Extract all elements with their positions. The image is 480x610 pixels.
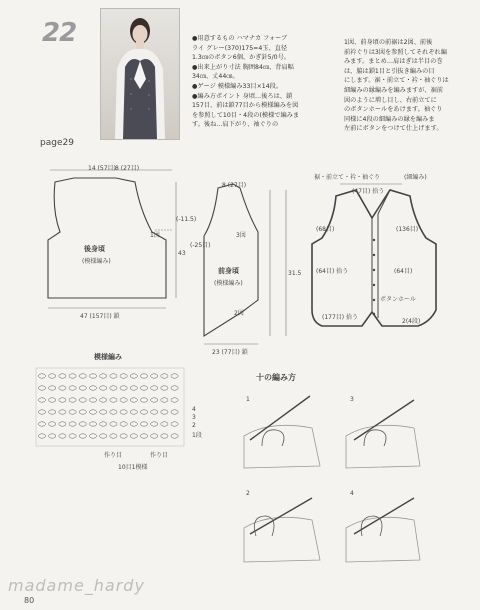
chart-stitch xyxy=(110,374,117,378)
text-line: みます。まとめ…肩はぎは半目の巻 xyxy=(344,58,443,66)
chart-stitch xyxy=(171,434,178,438)
chart-row-2: 2 xyxy=(192,422,196,429)
chart-stitch xyxy=(161,422,168,426)
text-line: 同様に4段の細編みの縁を編みま xyxy=(344,115,435,123)
chart-stitch xyxy=(100,398,107,402)
chart-stitch xyxy=(89,374,96,378)
chart-stitch xyxy=(140,422,147,426)
chart-stitch xyxy=(38,434,45,438)
chart-stitch xyxy=(59,374,66,378)
chart-stitch xyxy=(151,398,158,402)
chart-stitch xyxy=(100,386,107,390)
crochet-chart xyxy=(36,368,184,446)
back-body-title: 後身頃 xyxy=(84,245,105,253)
chart-stitch xyxy=(59,422,66,426)
front-body-subtitle: (模様編み) xyxy=(214,280,243,287)
chart-stitch xyxy=(151,410,158,414)
chart-stitch xyxy=(49,410,56,414)
step-2-illustration xyxy=(244,498,320,562)
text-line: を参照して10目・4段の(模様で編みま xyxy=(192,111,300,119)
chart-stitch xyxy=(130,434,137,438)
chart-stitch xyxy=(130,398,137,402)
chart-stitch xyxy=(171,410,178,414)
chart-row-3: 3 xyxy=(192,414,196,421)
text-line: ●ゲージ 模様編み33目×14段。 xyxy=(192,82,283,90)
back-fig1-label: 1図 xyxy=(150,232,160,239)
text-line: 図のように増し目し、右前立てに xyxy=(344,96,437,104)
step-4-illustration xyxy=(346,498,420,562)
chart-stitch xyxy=(79,398,86,402)
chart-stitch xyxy=(130,386,137,390)
back-shoulder: 8 (27目) xyxy=(115,165,140,172)
chart-stitch xyxy=(49,398,56,402)
text-line: ●出来上がり寸法 胸囲84㎝、背肩幅 xyxy=(192,63,294,71)
text-line: ライ グレー(370)175=4玉、直径 xyxy=(192,44,288,52)
chart-stitch xyxy=(120,410,127,414)
edging-top: (47目) 拾う xyxy=(352,188,385,195)
chart-stitch xyxy=(38,398,45,402)
chart-stitch xyxy=(38,410,45,414)
chart-stitch xyxy=(69,374,76,378)
text-line: 細編みの縁編みを編みますが、裾前 xyxy=(344,86,443,94)
chart-stitch xyxy=(120,434,127,438)
text-line: 前衿ぐりは3図を参照してそれぞれ編 xyxy=(344,48,447,56)
chart-title: 模様編み xyxy=(94,353,122,361)
edging-rows: 2(4段) xyxy=(402,318,421,325)
chart-stitch xyxy=(110,434,117,438)
text-line: のボタンホールをあけます。袖ぐり xyxy=(344,106,443,114)
page-reference: page29 xyxy=(40,138,74,148)
chart-stitch xyxy=(49,434,56,438)
front-height: 31.5 xyxy=(288,270,302,277)
chart-stitch xyxy=(120,374,127,378)
edging-band-right: (64目) xyxy=(394,268,413,275)
chart-stitch xyxy=(79,410,86,414)
text-line: す。後ね…肩下がり、袖ぐりの xyxy=(192,121,279,129)
chart-stitch xyxy=(89,422,96,426)
chart-stitch xyxy=(89,434,96,438)
chart-stitch xyxy=(59,410,66,414)
text-line: 157目、前は鎖77目から模様編みを図 xyxy=(192,102,299,110)
back-side-height: 43 xyxy=(178,250,186,257)
step-3-number: 3 xyxy=(350,396,354,403)
chart-stitch xyxy=(140,386,147,390)
chart-stitch xyxy=(110,398,117,402)
edging-bottom: (177目) 拾う xyxy=(322,314,359,321)
text-line: は、脇は鎖1目と引抜き編みの目 xyxy=(344,67,435,75)
back-body-subtitle: (模様編み) xyxy=(82,258,111,265)
text-line: ●用意するもの ハマナカ フォーブ xyxy=(192,35,288,42)
chart-stitch xyxy=(59,434,66,438)
chart-stitch xyxy=(89,386,96,390)
chart-stitch xyxy=(120,422,127,426)
back-side-inc: (-11.5) xyxy=(176,216,197,223)
chart-stitch xyxy=(171,386,178,390)
chart-stitch xyxy=(49,374,56,378)
chart-stitch xyxy=(38,386,45,390)
front-bottom-width: 23 (77目) 鎖 xyxy=(212,349,248,356)
chart-stitch xyxy=(171,374,178,378)
chart-stitch xyxy=(130,374,137,378)
chart-start-right: 作り目 xyxy=(150,452,169,459)
edging-vest-outline xyxy=(312,190,436,326)
chart-stitch xyxy=(161,410,168,414)
chart-repeat: 10目1模様 xyxy=(118,464,148,471)
chart-stitch xyxy=(69,398,76,402)
chart-stitch xyxy=(69,410,76,414)
chart-stitch xyxy=(100,434,107,438)
front-fig3-label: 3図 xyxy=(236,232,246,239)
chart-stitch xyxy=(151,374,158,378)
chart-stitch xyxy=(151,422,158,426)
step-1-number: 1 xyxy=(246,396,250,403)
text-line: にします。裾・前立て・衿・袖ぐりは xyxy=(344,77,449,85)
text-line: 1図、前身頃の前裾は2図、前後 xyxy=(344,39,433,46)
buttonholes xyxy=(373,239,375,315)
front-body-title: 前身頃 xyxy=(218,267,239,275)
edging-band-left: (64目) 拾う xyxy=(316,268,349,275)
chart-stitch xyxy=(140,434,147,438)
chart-stitch xyxy=(79,386,86,390)
chart-stitch xyxy=(38,374,45,378)
chart-stitch xyxy=(38,422,45,426)
chart-stitch xyxy=(69,422,76,426)
chart-stitch xyxy=(79,374,86,378)
front-neck: (-25目) xyxy=(190,242,211,249)
chart-stitch xyxy=(140,374,147,378)
text-line: 34㎝、丈44㎝。 xyxy=(192,73,239,81)
step-4-number: 4 xyxy=(350,490,354,497)
chart-stitch xyxy=(171,398,178,402)
chart-stitch xyxy=(89,398,96,402)
step-1-illustration xyxy=(244,396,320,468)
chart-stitch xyxy=(89,410,96,414)
chart-stitch xyxy=(59,398,66,402)
step-3-illustration xyxy=(346,400,420,468)
chart-stitch xyxy=(171,422,178,426)
chart-stitch xyxy=(69,434,76,438)
chart-stitch xyxy=(49,422,56,426)
chart-stitch xyxy=(120,398,127,402)
chart-stitch xyxy=(79,434,86,438)
edging-right: (136目) xyxy=(396,226,419,233)
chart-stitch xyxy=(120,386,127,390)
front-body-outline xyxy=(204,184,258,336)
pattern-number: 22 xyxy=(42,18,77,48)
chart-stitch xyxy=(130,410,137,414)
text-line: ●編み方ポイント 身頃…後ろは、鎖 xyxy=(192,92,293,100)
page-number: 80 xyxy=(24,596,35,605)
text-line: 1.3㎝のボタン6個、かぎ針5/0号。 xyxy=(192,54,290,62)
text-line: 左前にボタンをつけて仕上げます。 xyxy=(344,125,443,133)
step-2-number: 2 xyxy=(246,490,250,497)
watermark: madame_hardy xyxy=(8,576,145,595)
edging-left: (68目) xyxy=(316,226,335,233)
front-shoulder: 8 (27目) xyxy=(222,182,247,189)
chart-stitch xyxy=(151,386,158,390)
edging-subtitle: (細編み) xyxy=(404,174,427,181)
chart-stitch xyxy=(161,374,168,378)
back-top-width: 14 (57目) xyxy=(88,165,116,172)
chart-stitch xyxy=(100,374,107,378)
front-fig2-label: 2図 xyxy=(234,310,244,317)
chart-stitch xyxy=(130,422,137,426)
buttonhole-label: ボタンホール xyxy=(380,296,416,303)
technique-steps xyxy=(244,396,420,562)
chart-stitch xyxy=(110,386,117,390)
chart-stitch xyxy=(100,422,107,426)
chart-stitch xyxy=(110,422,117,426)
chart-stitch xyxy=(59,386,66,390)
chart-stitch xyxy=(79,422,86,426)
chart-stitch xyxy=(161,434,168,438)
chart-stitch xyxy=(161,386,168,390)
chart-row-1: 1段 xyxy=(192,432,202,439)
chart-stitch xyxy=(110,410,117,414)
chart-row-4: 4 xyxy=(192,406,196,413)
edging-title: 裾・前立て・衿・袖ぐり xyxy=(314,174,381,181)
chart-stitch xyxy=(69,386,76,390)
chart-stitch xyxy=(140,398,147,402)
chart-stitch xyxy=(161,398,168,402)
chart-stitch xyxy=(140,410,147,414)
chart-start-left: 作り目 xyxy=(104,452,123,459)
chart-stitch xyxy=(100,410,107,414)
back-body-outline xyxy=(48,178,166,298)
back-bottom-width: 47 (157目) 鎖 xyxy=(80,313,120,320)
chart-stitch xyxy=(151,434,158,438)
technique-title: 十の編み方 xyxy=(256,373,296,382)
chart-stitch xyxy=(49,386,56,390)
